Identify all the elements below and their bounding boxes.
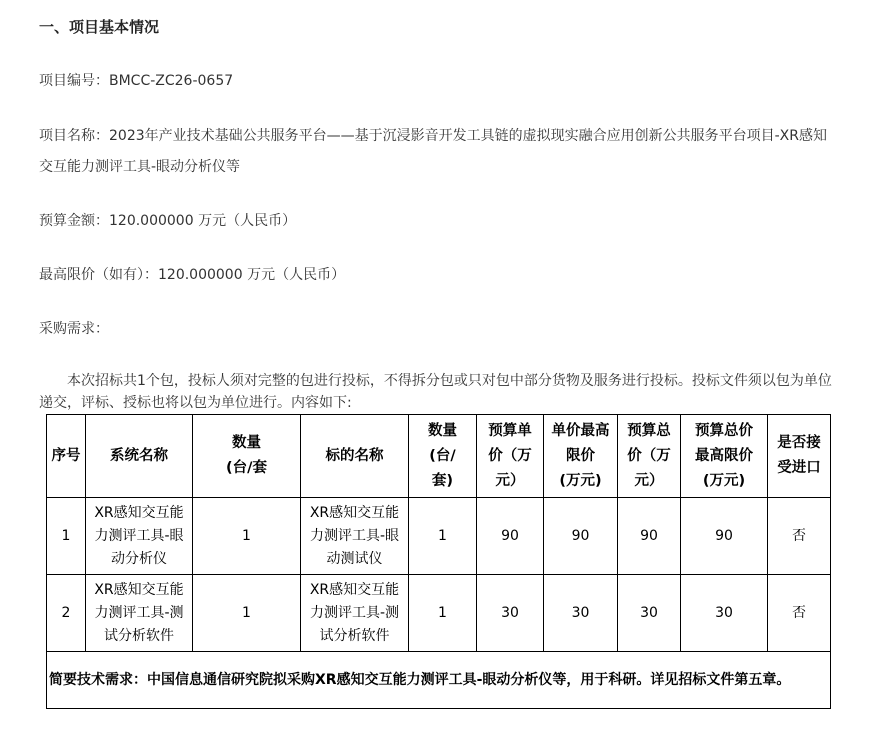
table-cell: XR感知交互能力测评工具-眼动测试仪 [301,498,409,575]
table-cell: 90 [681,498,768,575]
table-cell: XR感知交互能力测评工具-测试分析软件 [301,575,409,652]
table-cell: 30 [477,575,544,652]
header-cell: 序号 [47,415,86,498]
table-cell: 30 [681,575,768,652]
table-cell: 2 [47,575,86,652]
table-cell: 1 [409,575,477,652]
table-cell: 1 [193,575,301,652]
table-cell: 30 [618,575,681,652]
section-heading: 一、项目基本情况 [39,18,160,36]
table-cell: 1 [47,498,86,575]
budget-amount: 预算金额：120.000000 万元（人民币） [39,213,297,229]
procurement-table [46,414,831,709]
table-header-row [47,415,831,498]
header-cell: 预算总 价（万 元） [618,415,681,498]
header-cell: 预算总价 最高限价 (万元) [681,415,768,498]
header-cell: 系统名称 [86,415,193,498]
table-cell: 90 [544,498,618,575]
table-cell: 90 [477,498,544,575]
header-cell: 单价最高 限价 (万元) [544,415,618,498]
table-cell: 否 [768,575,831,652]
table-cell: 1 [193,498,301,575]
table-cell: 30 [544,575,618,652]
table-cell: XR感知交互能力测评工具-测试分析软件 [86,575,193,652]
requirements-label: 采购需求： [39,321,109,337]
header-cell: 数量 (台/ 套) [409,415,477,498]
table-footer-row [47,652,831,709]
table-row [47,498,831,575]
project-number: 项目编号：BMCC-ZC26-0657 [39,73,234,89]
table-cell: 90 [618,498,681,575]
intro-paragraph: 本次招标共1个包，投标人须对完整的包进行投标，不得拆分包或只对包中部分货物及服务进行投标。投标文件须以包为单位递交，评标、授标也将以包为单位进行。内容如下: [39,373,832,411]
header-cell: 是否接 受进口 [768,415,831,498]
header-cell: 标的名称 [301,415,409,498]
header-cell: 数量 (台/套 [193,415,301,498]
table-row [47,575,831,652]
table-cell: 1 [409,498,477,575]
max-price: 最高限价（如有）：120.000000 万元（人民币） [39,267,346,283]
table-cell: 否 [768,498,831,575]
project-name: 项目名称：2023年产业技术基础公共服务平台——基于沉浸影音开发工具链的虚拟现实融合应用创新公共服务平台项目-XR感知交互能力测评工具-眼动分析仪等 [39,128,827,175]
technical-requirements: 简要技术需求：中国信息通信研究院拟采购XR感知交互能力测评工具-眼动分析仪等，用于科研。详见招标文件第五章。 [47,652,831,709]
header-cell: 预算单 价（万 元） [477,415,544,498]
table-cell: XR感知交互能力测评工具-眼动分析仪 [86,498,193,575]
